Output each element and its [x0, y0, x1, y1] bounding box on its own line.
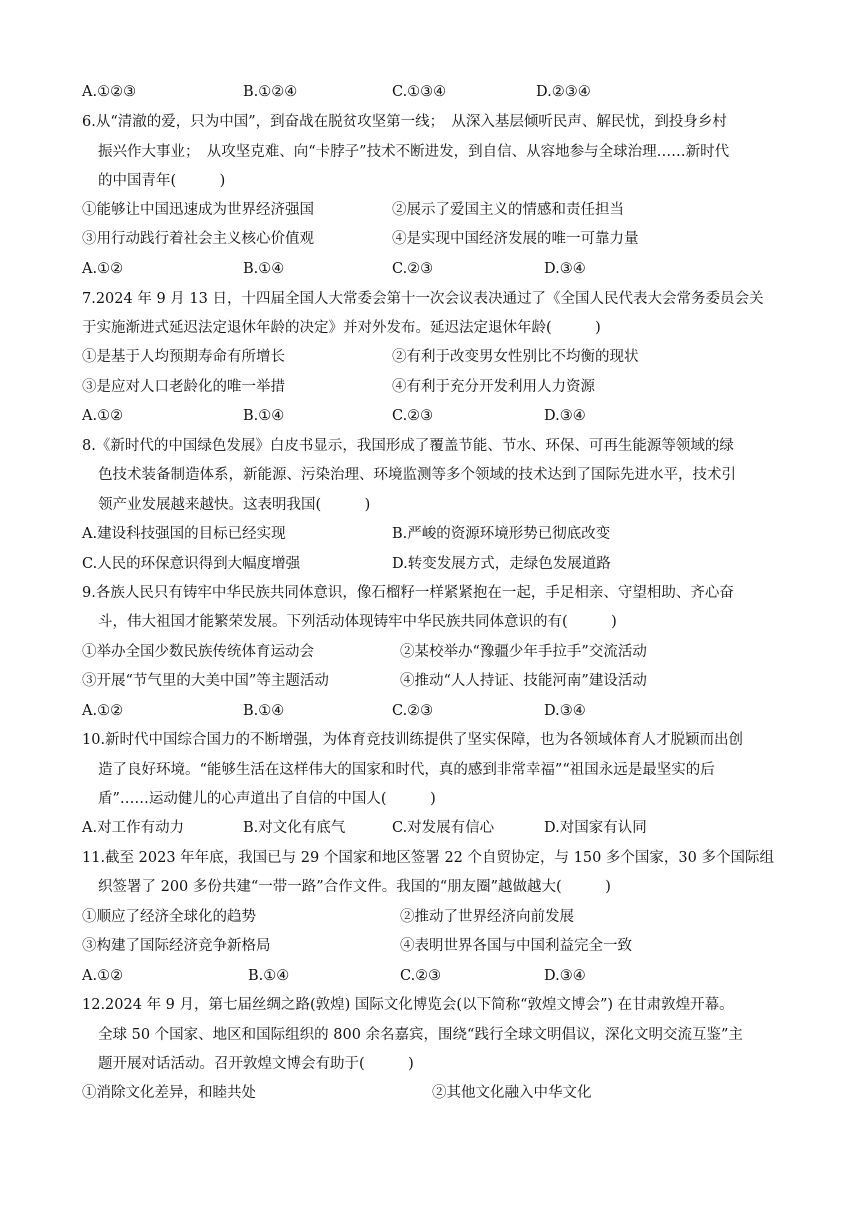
- q6-option-c: C.②③: [392, 261, 434, 277]
- q6-statement-3: ③用行动践行着社会主义核心价值观: [82, 231, 314, 247]
- q6-option-d: D.③④: [544, 261, 586, 277]
- q9-option-b: B.①④: [243, 703, 285, 719]
- q9-statement-4: ④推动“人人持证、技能河南”建设活动: [400, 673, 647, 689]
- q10-option-a: A.对工作有动力: [82, 820, 185, 836]
- q12-stem-line: 12.2024 年 9 月，第七届丝绸之路(敦煌) 国际文化博览会(以下简称“敦煌文博会”) 在甘肃敦煌开幕。: [82, 997, 734, 1013]
- q10-stem-line: 10.新时代中国综合国力的不断增强，为体育竞技训练提供了坚实保障，也为各领域体育人才脱颖而出创: [82, 732, 744, 748]
- q9-statement-2: ②某校举办“豫疆少年手拉手”交流活动: [400, 644, 647, 660]
- q8-option-c: C.人民的环保意识得到大幅度增强: [82, 556, 301, 572]
- q8-option-a: A.建设科技强国的目标已经实现: [82, 526, 286, 542]
- q11-stem-line: 11.截至 2023 年年底，我国已与 29 个国家和地区签署 22 个自贸协定，与 150 多个国家，30 多个国际组: [82, 850, 774, 866]
- q8-stem-line: 色技术装备制造体系，新能源、污染治理、环境监测等多个领域的技术达到了国际先进水平，技术引: [98, 467, 736, 483]
- q7-option-b: B.①④: [243, 408, 285, 424]
- q7-option-d: D.③④: [544, 408, 586, 424]
- q7-statement-2: ②有利于改变男女性别比不均衡的现状: [392, 349, 639, 365]
- q10-option-c: C.对发展有信心: [392, 820, 495, 836]
- q9-statement-1: ①举办全国少数民族传统体育运动会: [82, 644, 314, 660]
- q9-option-c: C.②③: [392, 703, 434, 719]
- q9-statement-3: ③开展“节气里的大美中国”等主题活动: [82, 673, 329, 689]
- q9-option-d: D.③④: [544, 703, 586, 719]
- q10-stem-line: 盾”……运动健儿的心声道出了自信的中国人( ): [98, 791, 436, 807]
- q6-option-a: A.①②: [82, 261, 124, 277]
- q10-option-b: B.对文化有底气: [243, 820, 346, 836]
- q6-stem-line: 振兴作大事业； 从攻坚克难、向“卡脖子”技术不断进发，到自信、从容地参与全球治理……新时代: [98, 144, 730, 160]
- q9-stem-line: 9.各族人民只有铸牢中华民族共同体意识，像石榴籽一样紧紧抱在一起，手足相亲、守望相助、齐心奋: [82, 585, 734, 601]
- q8-option-b: B.严峻的资源环境形势已彻底改变: [392, 526, 611, 542]
- q11-option-c: C.②③: [400, 968, 442, 984]
- q12-stem-line: 全球 50 个国家、地区和国际组织的 800 余名嘉宾，围绕“践行全球文明倡议，深化文明交流互鉴”主: [98, 1027, 743, 1043]
- q5-option-c: C.①③④: [392, 84, 447, 100]
- q11-option-b: B.①④: [248, 968, 290, 984]
- q9-stem-line: 斗，伟大祖国才能繁荣发展。下列活动体现铸牢中华民族共同体意识的有( ): [98, 614, 617, 630]
- q7-option-c: C.②③: [392, 408, 434, 424]
- q12-stem-line: 题开展对话活动。召开敦煌文博会有助于( ): [98, 1056, 414, 1072]
- q7-statement-1: ①是基于人均预期寿命有所增长: [82, 349, 285, 365]
- q6-statement-4: ④是实现中国经济发展的唯一可靠力量: [392, 231, 639, 247]
- q7-stem-line: 7.2024 年 9 月 13 日，十四届全国人大常委会第十一次会议表决通过了《全国人民代表大会常务委员会关: [82, 291, 764, 307]
- q8-option-d: D.转变发展方式，走绿色发展道路: [392, 556, 611, 572]
- q5-option-d: D.②③④: [536, 84, 591, 100]
- q11-stem-line: 织签署了 200 多份共建“一带一路”合作文件。我国的“朋友圈”越做越大( ): [98, 879, 611, 895]
- q11-statement-1: ①顺应了经济全球化的趋势: [82, 909, 256, 925]
- q5-option-a: A.①②③: [82, 84, 137, 100]
- q6-stem-line: 6.从“清澈的爱，只为中国”，到奋战在脱贫攻坚第一线； 从深入基层倾听民声、解民忧，到投身乡村: [82, 114, 727, 130]
- q8-stem-line: 8.《新时代的中国绿色发展》白皮书显示，我国形成了覆盖节能、节水、环保、可再生能源等领域的绿: [82, 438, 734, 454]
- q10-stem-line: 造了良好环境。“能够生活在这样伟大的国家和时代，真的感到非常幸福”“祖国永远是最坚实的后: [98, 762, 715, 778]
- q11-statement-2: ②推动了世界经济向前发展: [400, 909, 574, 925]
- q7-statement-3: ③是应对人口老龄化的唯一举措: [82, 379, 285, 395]
- q11-statement-4: ④表明世界各国与中国利益完全一致: [400, 938, 632, 954]
- q6-statement-2: ②展示了爱国主义的情感和责任担当: [392, 202, 624, 218]
- q7-stem-line: 于实施渐进式延迟法定退休年龄的决定》并对外发布。延迟法定退休年龄( ): [82, 320, 601, 336]
- q8-stem-line: 领产业发展越来越快。这表明我国( ): [98, 497, 371, 513]
- q7-option-a: A.①②: [82, 408, 124, 424]
- q11-option-d: D.③④: [544, 968, 586, 984]
- q11-statement-3: ③构建了国际经济竞争新格局: [82, 938, 271, 954]
- q9-option-a: A.①②: [82, 703, 124, 719]
- q10-option-d: D.对国家有认同: [544, 820, 647, 836]
- q6-statement-1: ①能够让中国迅速成为世界经济强国: [82, 202, 314, 218]
- q11-option-a: A.①②: [82, 968, 124, 984]
- q6-stem-line: 的中国青年( ): [98, 173, 226, 189]
- q7-statement-4: ④有利于充分开发利用人力资源: [392, 379, 595, 395]
- q12-statement-1: ①消除文化差异，和睦共处: [82, 1085, 256, 1101]
- q5-option-b: B.①②④: [243, 84, 298, 100]
- q12-statement-2: ②其他文化融入中华文化: [432, 1085, 592, 1101]
- q6-option-b: B.①④: [243, 261, 285, 277]
